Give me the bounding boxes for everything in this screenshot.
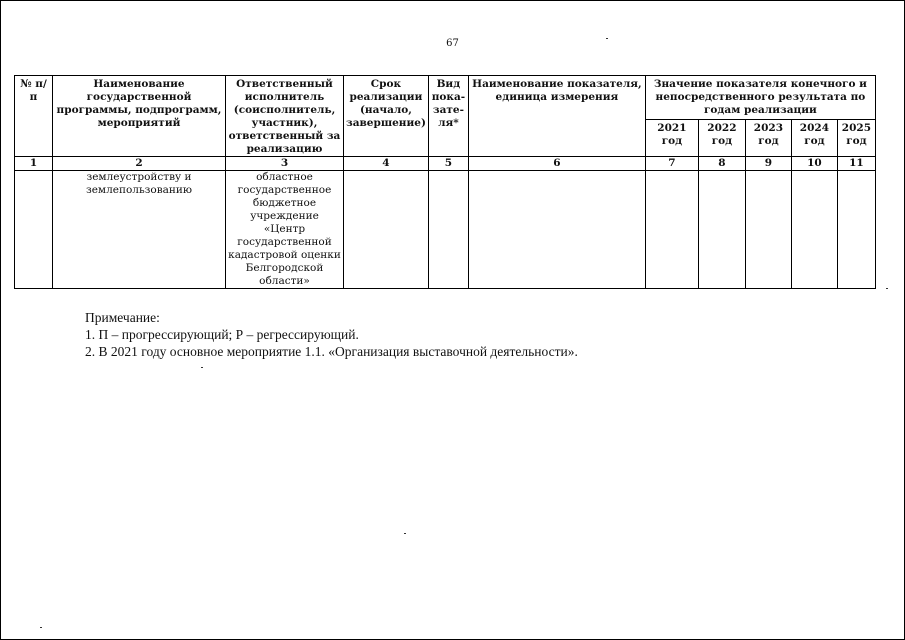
column-number: 9: [745, 157, 791, 171]
header-year-2024: 2024 год: [791, 120, 837, 157]
cell-program-name: землеустройству и землепользованию: [53, 171, 226, 289]
scan-speck: [404, 533, 406, 534]
scan-speck: [606, 38, 608, 39]
note-item: 2. В 2021 году основное мероприятие 1.1. «Организация выставочной деятельности».: [85, 344, 578, 359]
cell-implementation-term: [344, 171, 429, 289]
indicator-table: [14, 75, 876, 289]
header-responsible-executor: Ответственный исполнитель (соисполнитель, участник), ответственный за реализацию: [226, 76, 344, 157]
scan-speck: [886, 288, 888, 289]
column-number: 11: [837, 157, 875, 171]
indicator-table-wrapper: [14, 75, 876, 289]
column-number: 8: [698, 157, 745, 171]
cell-indicator-name: [468, 171, 645, 289]
cell-value-2023: [745, 171, 791, 289]
table-row: [15, 171, 876, 289]
note-item: 1. П – прогрессирующий; Р – регрессирующий.: [85, 327, 359, 342]
page-number: 67: [446, 38, 459, 49]
column-number: 2: [53, 157, 226, 171]
header-year-2021: 2021 год: [645, 120, 698, 157]
cell-indicator-kind: [428, 171, 468, 289]
header-year-2022: 2022 год: [698, 120, 745, 157]
header-row-number: № п/п: [15, 76, 53, 157]
cell-value-2025: [837, 171, 875, 289]
notes-section: [85, 309, 578, 360]
header-indicator-name: Наименование показателя, единица измерения: [468, 76, 645, 157]
column-number: 3: [226, 157, 344, 171]
table-header-row: [15, 76, 876, 120]
column-number: 10: [791, 157, 837, 171]
cell-value-2021: [645, 171, 698, 289]
column-number: 7: [645, 157, 698, 171]
column-number-row: [15, 157, 876, 171]
header-program-name: Наименование государственной программы, подпрограмм, мероприятий: [53, 76, 226, 157]
header-values-group: Значение показателя конечного и непосредственного результата по годам реализации: [645, 76, 875, 120]
cell-value-2024: [791, 171, 837, 289]
cell-row-number: [15, 171, 53, 289]
column-number: 4: [344, 157, 429, 171]
cell-responsible-executor: областное государственное бюджетное учреждение «Центр государственной кадастровой оценки Белгородской области»: [226, 171, 344, 289]
header-implementation-term: Срок реализации (начало, завершение): [344, 76, 429, 157]
header-year-2025: 2025 год: [837, 120, 875, 157]
header-year-2023: 2023 год: [745, 120, 791, 157]
scan-speck: [201, 367, 203, 368]
column-number: 1: [15, 157, 53, 171]
column-number: 6: [468, 157, 645, 171]
cell-value-2022: [698, 171, 745, 289]
header-indicator-kind: Вид пока-зате-ля*: [428, 76, 468, 157]
column-number: 5: [428, 157, 468, 171]
scan-speck: [40, 627, 42, 628]
notes-title: Примечание:: [85, 310, 160, 325]
